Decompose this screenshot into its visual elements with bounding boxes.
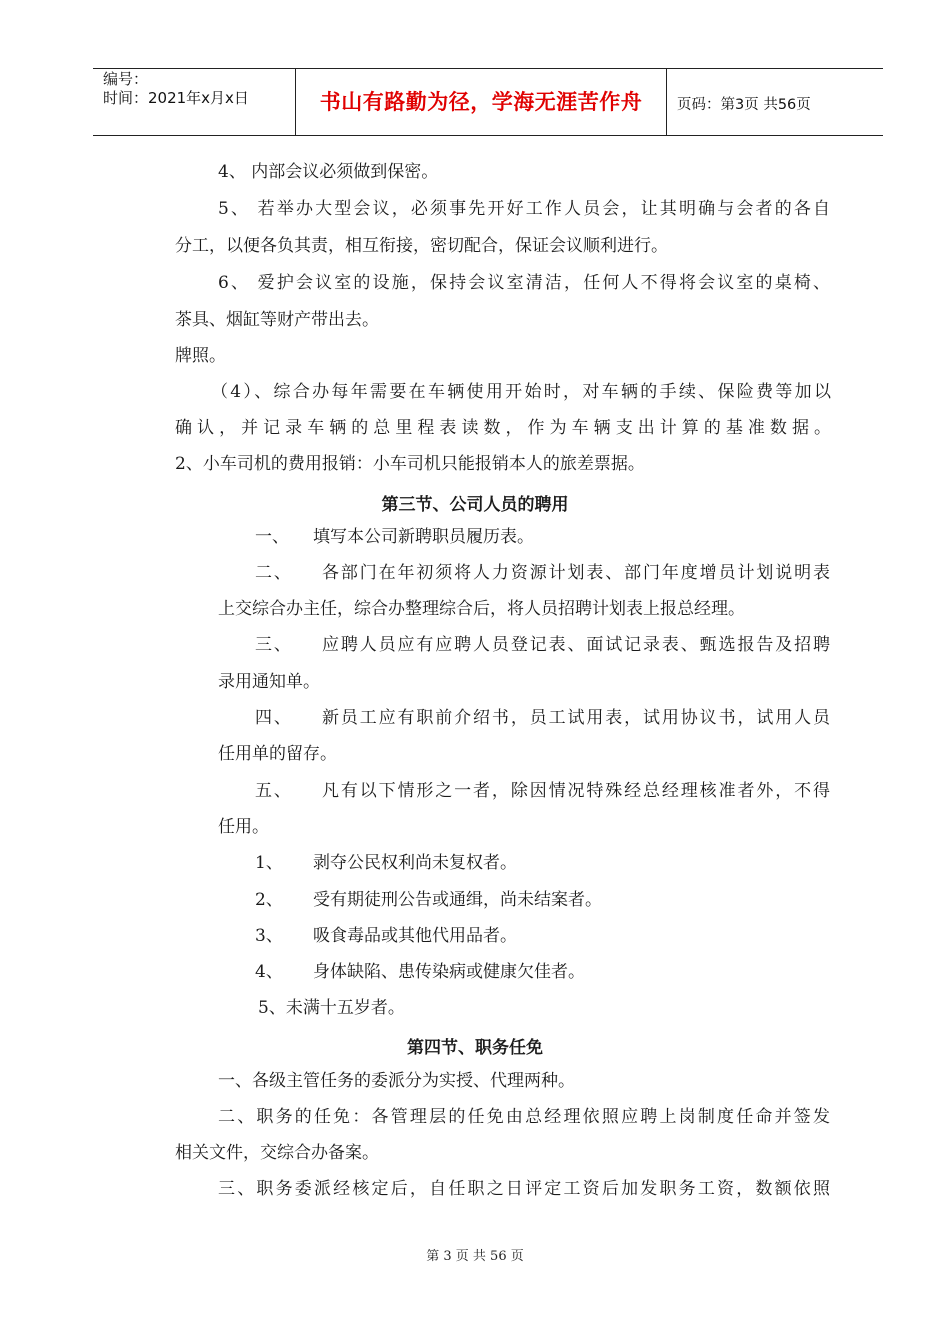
header-meta bbox=[103, 70, 249, 108]
item-text: 新员工应有职前介绍书，员工试用表，试用协议书，试用人员 bbox=[321, 708, 831, 728]
paragraph-item-4: 4、 内部会议必须做到保密。 bbox=[218, 162, 439, 182]
section-4-item-2-line2: 相关文件，交综合办备案。 bbox=[175, 1143, 379, 1163]
header-motto: 书山有路勤为径，学海无涯苦作舟 bbox=[319, 90, 643, 114]
item-number: 一、 bbox=[255, 527, 289, 547]
item-number: 二、 bbox=[255, 563, 293, 583]
paragraph-clause-2: 2、小车司机的费用报销：小车司机只能报销本人的旅差票据。 bbox=[175, 454, 645, 474]
section-3-item-5-line1 bbox=[255, 780, 830, 802]
section-3-item-3-line2: 录用通知单。 bbox=[218, 672, 320, 692]
item-text: 受有期徒刑公告或通缉，尚未结案者。 bbox=[313, 890, 602, 910]
condition-item-3 bbox=[255, 925, 517, 947]
page-footer: 第 3 页 共 56 页 bbox=[426, 1249, 524, 1264]
section-3-item-5-line2: 任用。 bbox=[218, 817, 269, 837]
header-divider-right bbox=[666, 68, 667, 136]
section-4-title: 第四节、职务任免 bbox=[407, 1038, 543, 1058]
paragraph-clause-4-line2: 确认，并记录车辆的总里程表读数，作为车辆支出计算的基准数据。 bbox=[175, 418, 831, 438]
condition-item-4 bbox=[255, 961, 585, 983]
paragraph-item-6-line2: 茶具、烟缸等财产带出去。 bbox=[175, 310, 379, 330]
section-3-item-3-line1 bbox=[255, 634, 830, 656]
section-3-item-4-line1 bbox=[255, 707, 830, 729]
section-4-item-2-line1: 二、职务的任免：各管理层的任免由总经理依照应聘上岗制度任命并签发 bbox=[218, 1107, 830, 1127]
doc-time-label: 时间：2021年x月x日 bbox=[103, 89, 249, 107]
condition-item-2 bbox=[255, 889, 602, 911]
paragraph-item-5-line1: 5、 若举办大型会议，必须事先开好工作人员会，让其明确与会者的各自 bbox=[218, 199, 830, 219]
section-3-item-2-line1 bbox=[255, 562, 830, 584]
header-top-rule bbox=[93, 68, 883, 69]
item-text: 剥夺公民权利尚未复权者。 bbox=[313, 853, 517, 873]
item-number: 四、 bbox=[255, 708, 293, 728]
item-number: 2、 bbox=[255, 890, 283, 910]
section-4-item-3-line1: 三、职务委派经核定后，自任职之日评定工资后加发职务工资，数额依照 bbox=[218, 1179, 830, 1199]
section-3-item-4-line2: 任用单的留存。 bbox=[218, 744, 337, 764]
item-text: 吸食毒品或其他代用品者。 bbox=[313, 926, 517, 946]
item-text: 填写本公司新聘职员履历表。 bbox=[313, 527, 534, 547]
paragraph-item-6-line1: 6、 爱护会议室的设施，保持会议室清洁，任何人不得将会议室的桌椅、 bbox=[218, 273, 830, 293]
item-text: 身体缺陷、患传染病或健康欠佳者。 bbox=[313, 962, 585, 982]
doc-number-label: 编号： bbox=[103, 70, 149, 88]
section-3-item-2-line2: 上交综合办主任，综合办整理综合后，将人员招聘计划表上报总经理。 bbox=[218, 599, 745, 619]
item-text: 凡有以下情形之一者，除因情况特殊经总经理核准者外，不得 bbox=[321, 781, 831, 801]
header-page-label: 页码：第3页 共56页 bbox=[677, 97, 811, 113]
item-text: 应聘人员应有应聘人员登记表、面试记录表、甄选报告及招聘 bbox=[321, 635, 831, 655]
paragraph-item-5-line2: 分工，以便各负其责，相互衔接，密切配合，保证会议顺利进行。 bbox=[175, 236, 668, 256]
section-4-item-1: 一、各级主管任务的委派分为实授、代理两种。 bbox=[218, 1071, 575, 1091]
item-number: 1、 bbox=[255, 853, 283, 873]
condition-item-1 bbox=[255, 852, 517, 874]
header-bottom-rule bbox=[93, 135, 883, 136]
item-number: 3、 bbox=[255, 926, 283, 946]
item-text: 各部门在年初须将人力资源计划表、部门年度增员计划说明表 bbox=[321, 563, 831, 583]
section-3-item-1 bbox=[255, 526, 534, 548]
item-number: 三、 bbox=[255, 635, 293, 655]
section-3-title: 第三节、公司人员的聘用 bbox=[381, 495, 569, 515]
item-number: 五、 bbox=[255, 781, 293, 801]
paragraph-clause-4-line1: （4）、综合办每年需要在车辆使用开始时，对车辆的手续、保险费等加以 bbox=[211, 382, 831, 402]
condition-item-5: 5、未满十五岁者。 bbox=[258, 998, 405, 1018]
item-number: 4、 bbox=[255, 962, 283, 982]
paragraph-fragment: 牌照。 bbox=[175, 346, 226, 366]
